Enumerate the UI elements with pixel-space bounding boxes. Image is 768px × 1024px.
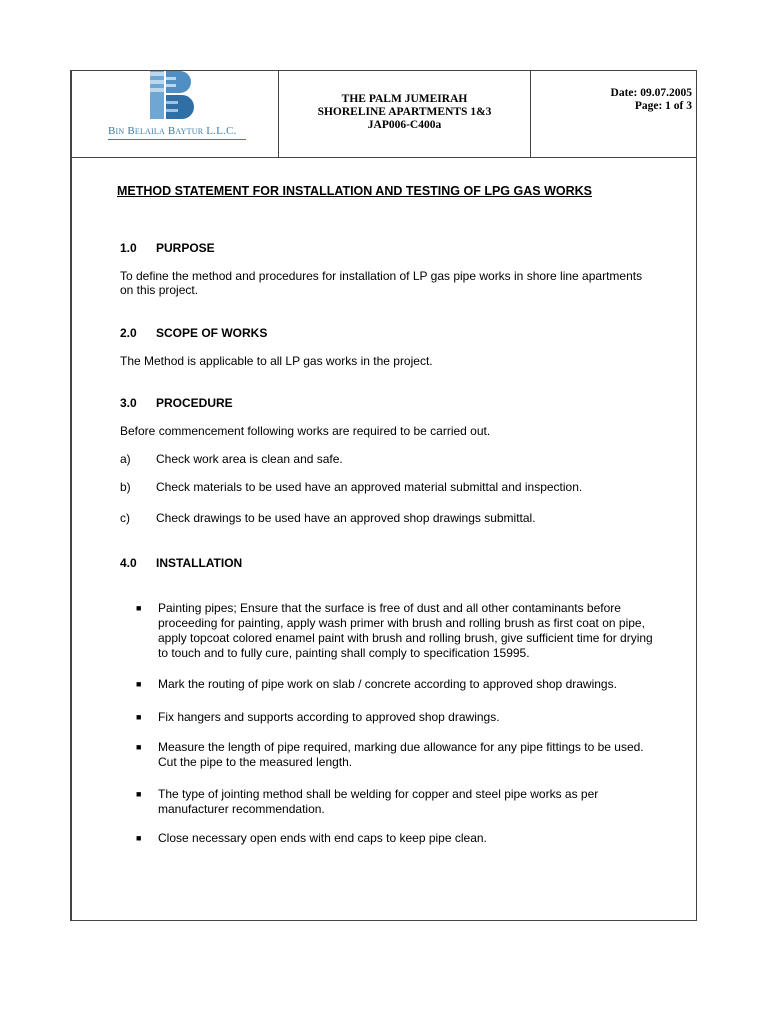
section-title-purpose: PURPOSE bbox=[156, 241, 215, 255]
bullet-line: Painting pipes; Ensure that the surface is free of dust and all other contaminants before bbox=[158, 601, 621, 615]
bullet-icon: ■ bbox=[136, 679, 142, 689]
section-number: 2.0 bbox=[120, 326, 137, 340]
list-marker: a) bbox=[120, 452, 131, 466]
project-title-cell bbox=[279, 71, 531, 157]
bullet-line: Close necessary open ends with end caps to keep pipe clean. bbox=[158, 831, 487, 845]
bullet-icon: ■ bbox=[136, 742, 142, 752]
bullet-line: Measure the length of pipe required, marking due allowance for any pipe fittings to be used. bbox=[158, 740, 644, 754]
project-code: JAP006-C400a bbox=[367, 119, 442, 131]
project-name: THE PALM JUMEIRAH bbox=[341, 93, 468, 105]
list-item: Check drawings to be used have an approved shop drawings submittal. bbox=[156, 511, 536, 525]
company-name: Bin Belaila Baytur L.L.C. bbox=[108, 125, 237, 137]
document-date: Date: 09.07.2005 bbox=[610, 87, 692, 99]
bullet-line: Mark the routing of pipe work on slab / concrete according to approved shop drawings. bbox=[158, 677, 617, 691]
bullet-icon: ■ bbox=[136, 603, 142, 613]
bullet-icon: ■ bbox=[136, 833, 142, 843]
paragraph-line: The Method is applicable to all LP gas works in the project. bbox=[120, 354, 433, 368]
list-item: Check materials to be used have an approved material submittal and inspection. bbox=[156, 480, 583, 494]
company-name-underline bbox=[108, 139, 246, 140]
bullet-icon: ■ bbox=[136, 789, 142, 799]
section-number: 1.0 bbox=[120, 241, 137, 255]
bullet-line: manufacturer recommendation. bbox=[158, 802, 325, 816]
section-title-procedure: PROCEDURE bbox=[156, 396, 233, 410]
list-marker: b) bbox=[120, 480, 131, 494]
section-number: 3.0 bbox=[120, 396, 137, 410]
paragraph-line: To define the method and procedures for installation of LP gas pipe works in shore line apartments bbox=[120, 269, 643, 283]
bullet-line: Fix hangers and supports according to approved shop drawings. bbox=[158, 710, 500, 724]
section-title-scope: SCOPE OF WORKS bbox=[156, 326, 268, 340]
document-frame bbox=[70, 70, 697, 921]
section-title-installation: INSTALLATION bbox=[156, 556, 243, 570]
bullet-line: proceeding for painting, apply wash primer with brush and rolling brush as first coat on pipe, bbox=[158, 616, 645, 630]
list-marker: c) bbox=[120, 511, 130, 525]
page-number: Page: 1 of 3 bbox=[634, 100, 692, 112]
paragraph-line: on this project. bbox=[120, 283, 199, 297]
date-cell bbox=[531, 71, 699, 157]
paragraph-line: Before commencement following works are required to be carried out. bbox=[120, 424, 491, 438]
list-item: Check work area is clean and safe. bbox=[156, 452, 343, 466]
bullet-line: The type of jointing method shall be welding for copper and steel pipe works as per bbox=[158, 787, 599, 801]
bullet-icon: ■ bbox=[136, 712, 142, 722]
bullet-line: Cut the pipe to the measured length. bbox=[158, 755, 353, 769]
project-building: SHORELINE APARTMENTS 1&3 bbox=[317, 106, 492, 118]
document-header bbox=[72, 71, 696, 158]
bullet-line: to touch and to fully cure, painting shall comply to specification 15995. bbox=[158, 646, 530, 660]
section-number: 4.0 bbox=[120, 556, 137, 570]
company-logo-icon bbox=[150, 71, 194, 119]
logo-cell bbox=[72, 71, 279, 157]
bullet-line: apply topcoat colored enamel paint with brush and rolling brush, give sufficient time for drying bbox=[158, 631, 653, 645]
document-title: METHOD STATEMENT FOR INSTALLATION AND TESTING OF LPG GAS WORKS bbox=[117, 184, 592, 198]
